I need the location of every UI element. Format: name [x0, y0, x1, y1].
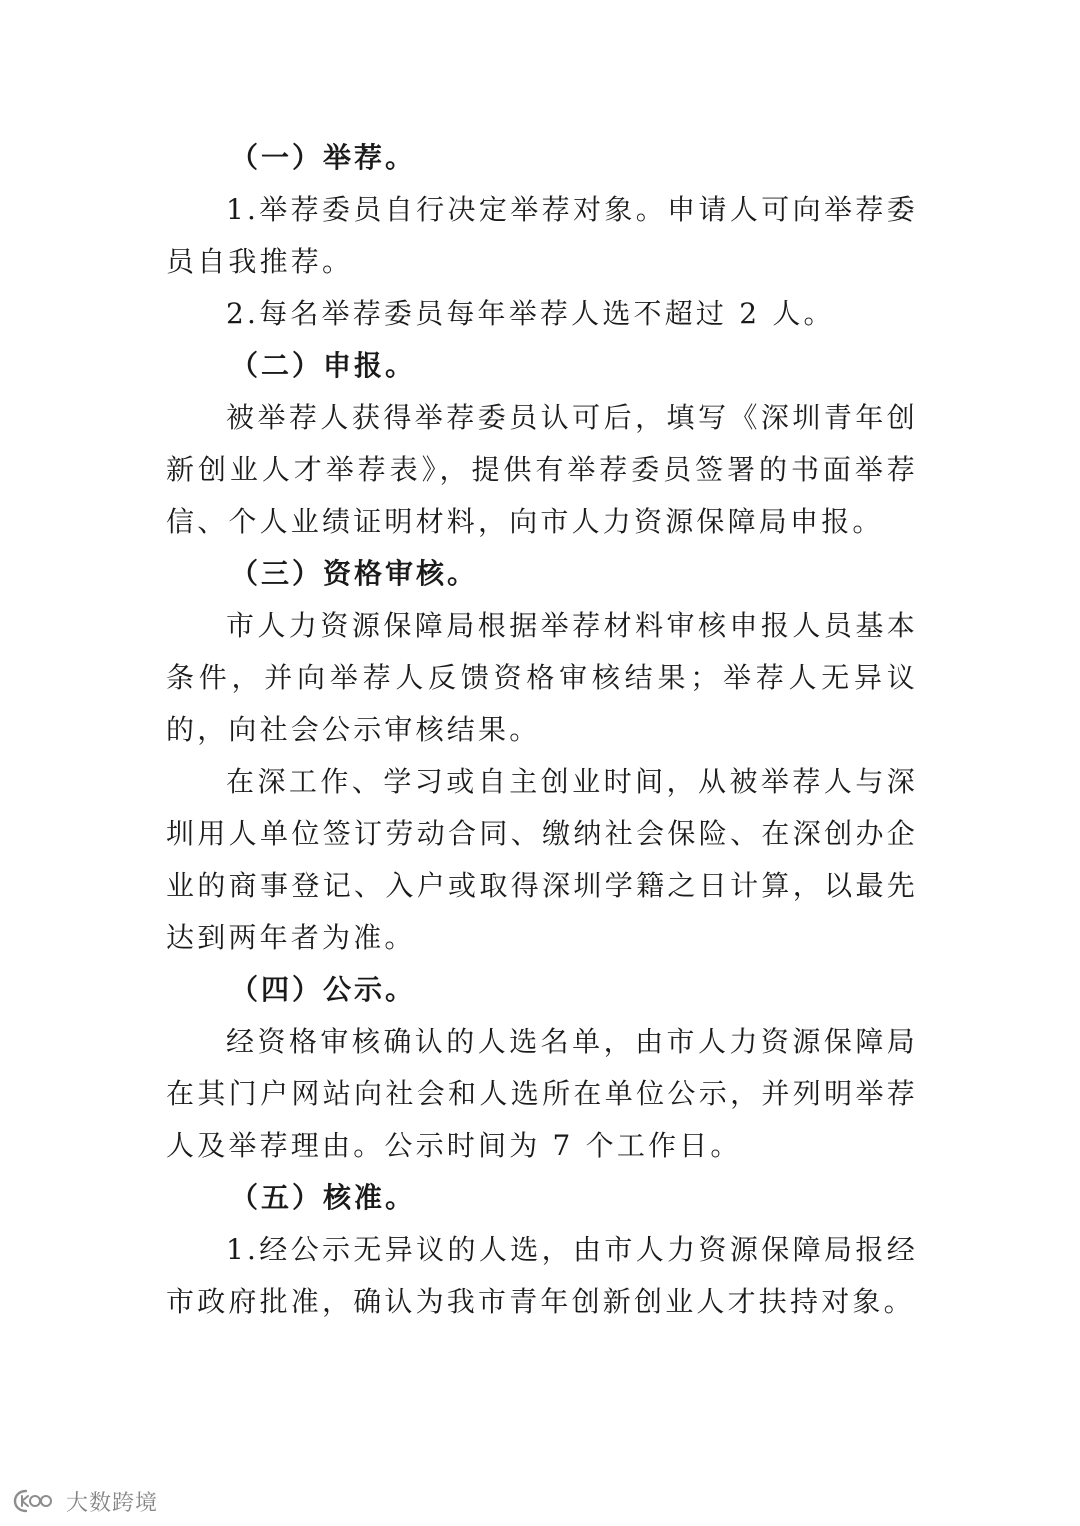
- watermark-text: 大数跨境: [66, 1490, 159, 1516]
- section-heading-qualification: （三）资格审核。: [230, 557, 479, 590]
- paragraph-recommend-1: 1.举荐委员自行决定举荐对象。申请人可向举荐委员自我推荐。: [166, 193, 918, 278]
- paragraph-recommend-2: 2.每名举荐委员每年举荐人选不超过 2 人。: [226, 297, 835, 330]
- paragraph-qualification-1: 市人力资源保障局根据举荐材料审核申报人员基本条件，并向举荐人反馈资格审核结果；举荐人无异议的，向社会公示审核结果。: [166, 609, 918, 746]
- paragraph-qualification-2: 在深工作、学习或自主创业时间，从被举荐人与深圳用人单位签订劳动合同、缴纳社会保险、在深创办企业的商事登记、入户或取得深圳学籍之日计算，以最先达到两年者为准。: [166, 765, 918, 954]
- paragraph-publicity: 经资格审核确认的人选名单，由市人力资源保障局在其门户网站向社会和人选所在单位公示，并列明举荐人及举荐理由。公示时间为 7 个工作日。: [166, 1025, 918, 1162]
- document-body: [166, 132, 918, 1328]
- section-heading-recommend: （一）举荐。: [230, 141, 417, 174]
- section-heading-apply: （二）申报。: [230, 349, 417, 382]
- section-heading-approval: （五）核准。: [230, 1181, 417, 1214]
- section-heading-publicity: （四）公示。: [230, 973, 417, 1006]
- paragraph-approval-1: 1.经公示无异议的人选，由市人力资源保障局报经市政府批准，确认为我市青年创新创业人才扶持对象。: [166, 1233, 918, 1318]
- paragraph-apply: 被举荐人获得举荐委员认可后，填写《深圳青年创新创业人才举荐表》，提供有举荐委员签署的书面举荐信、个人业绩证明材料，向市人力资源保障局申报。: [166, 401, 918, 538]
- watermark-logo-icon: [12, 1487, 60, 1515]
- watermark: [12, 1486, 158, 1516]
